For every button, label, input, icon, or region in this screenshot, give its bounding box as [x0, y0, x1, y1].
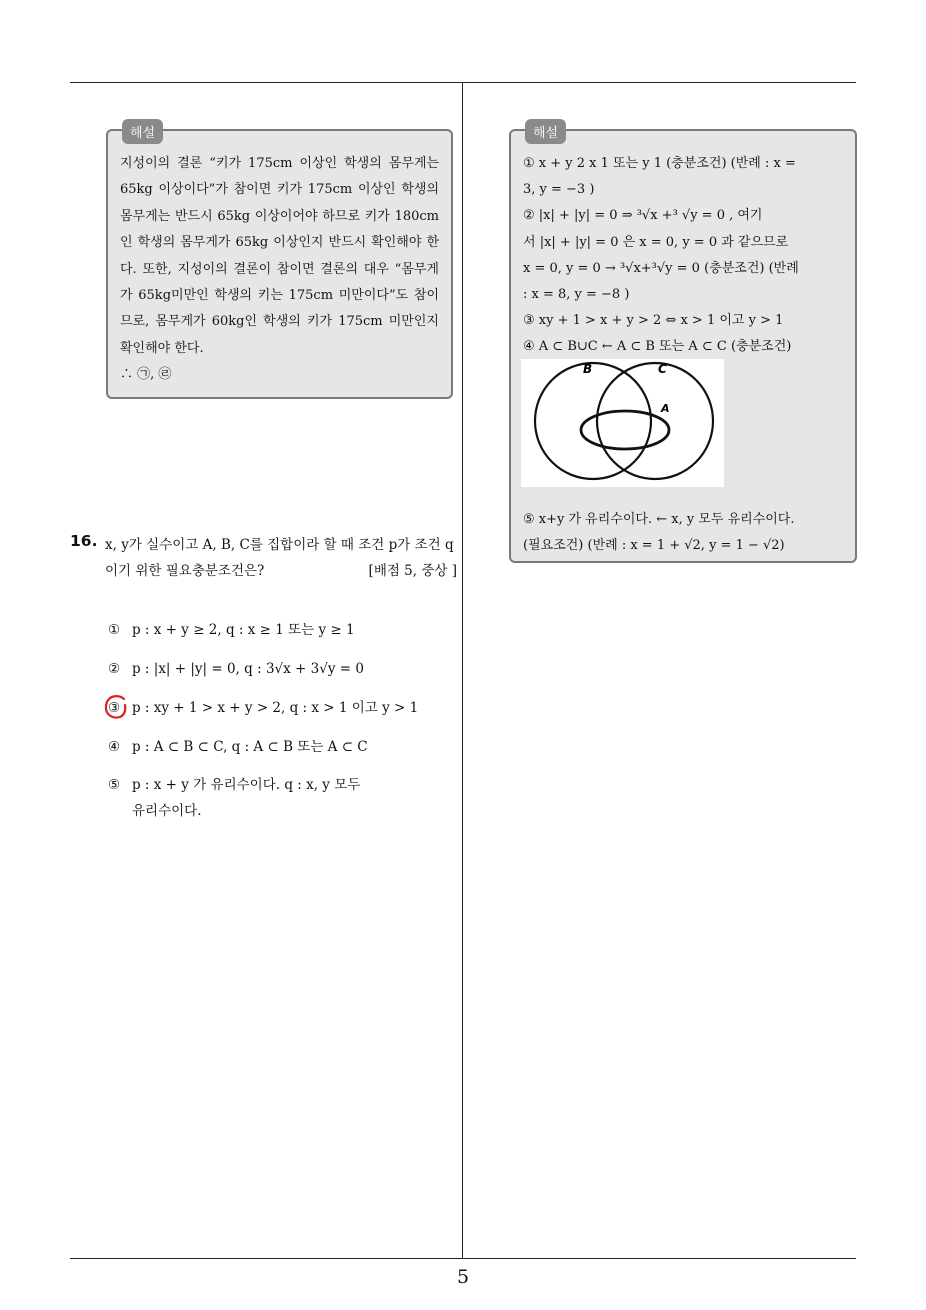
top-rule — [70, 82, 856, 83]
right-solution-box — [509, 126, 857, 563]
solution-conclusion: ∴ ㉠, ㉣ — [120, 367, 172, 383]
choice-text: p : xy + 1 > x + y > 2, q : x > 1 이고 y > 1 — [132, 700, 419, 716]
label-b: B — [583, 362, 593, 376]
choice-text: p : x + y 가 유리수이다. q : x, y 모두 — [132, 777, 361, 793]
choice-3[interactable] — [108, 695, 418, 721]
set-c-circle — [597, 363, 713, 479]
choice-1[interactable] — [108, 617, 355, 643]
solution-line: 서 |x| + |y| = 0 은 x = 0, y = 0 과 같으므로 — [523, 234, 789, 250]
left-solution-box — [106, 126, 453, 399]
solution-line: ③ xy + 1 > x + y > 2 ⇔ x > 1 이고 y > 1 — [523, 313, 784, 329]
solution-line: ② |x| + |y| = 0 ⇒ ³√x +³ √y = 0 , 여기 — [523, 208, 763, 224]
solution-line: ① x + y 2 x 1 또는 y 1 (충분조건) (반례 : x = — [523, 156, 796, 171]
solution-line: (필요조건) (반례 : x = 1 + √2, y = 1 − √2) — [523, 537, 785, 553]
answer-mark-circle — [103, 694, 129, 720]
question-meta: [배점 5, 중상 ] — [368, 563, 457, 579]
solution-tag: 해설 — [122, 119, 163, 144]
choice-number: ② — [108, 661, 121, 677]
venn-diagram — [521, 359, 724, 487]
choice-5-continuation: 유리수이다. — [132, 803, 202, 819]
label-a: A — [661, 402, 670, 415]
label-c: C — [658, 362, 667, 376]
choice-text: p : x + y ≥ 2, q : x ≥ 1 또는 y ≥ 1 — [132, 622, 355, 638]
choice-text: p : |x| + |y| = 0, q : 3√x + 3√y = 0 — [132, 661, 364, 677]
choice-2[interactable] — [108, 656, 364, 682]
set-a-ellipse — [581, 411, 669, 449]
question-stem: x, y가 실수이고 A, B, C를 집합이라 할 때 조건 p가 조건 q이기 위한 필요충분조건은? — [105, 537, 454, 579]
choice-number: ④ — [108, 739, 121, 755]
solution-line: ④ A ⊂ B∪C ← A ⊂ B 또는 A ⊂ C (충분조건) — [523, 339, 792, 355]
choice-text: p : A ⊂ B ⊂ C, q : A ⊂ B 또는 A ⊂ C — [132, 739, 368, 755]
question-number: 16. — [70, 532, 98, 550]
solution-line: x = 0, y = 0 → ³√x+³√y = 0 (충분조건) (반례 — [523, 260, 799, 276]
page-number: 5 — [456, 1266, 470, 1288]
question-text — [105, 532, 457, 584]
solution-text: 지성이의 결론 “키가 175cm 이상인 학생의 몸무게는 65kg 이상이다”가 참이면 키가 175cm 이상인 학생의 몸무게는 반드시 65kg 이상이어야 하므로 키가 180cm인 학생의 몸무게가 65kg 이상인지 반드시 확인해야 한다. 또한, 지성이의 결론이 참이면 결론의 대우 “몸무게가 65kg미만인 학생의 키는 175cm 미만이다”도 참이므로, 몸무게가 60kg인 학생의 키가 175cm 미만인지 확인해야 한다. — [120, 156, 439, 356]
solution-tag: 해설 — [525, 119, 566, 144]
set-b-circle — [535, 363, 651, 479]
solution-line: ⑤ x+y 가 유리수이다. ← x, y 모두 유리수이다. — [523, 511, 795, 527]
column-divider — [462, 83, 463, 1258]
bottom-rule — [70, 1258, 856, 1259]
choice-4[interactable] — [108, 734, 368, 760]
choice-number: ⑤ — [108, 777, 121, 793]
choice-number: ① — [108, 622, 121, 638]
solution-line: : x = 8, y = −8 ) — [523, 287, 630, 303]
choice-5[interactable] — [108, 772, 360, 798]
choice-number: ③ — [108, 700, 121, 716]
solution-line: 3, y = −3 ) — [523, 182, 595, 198]
